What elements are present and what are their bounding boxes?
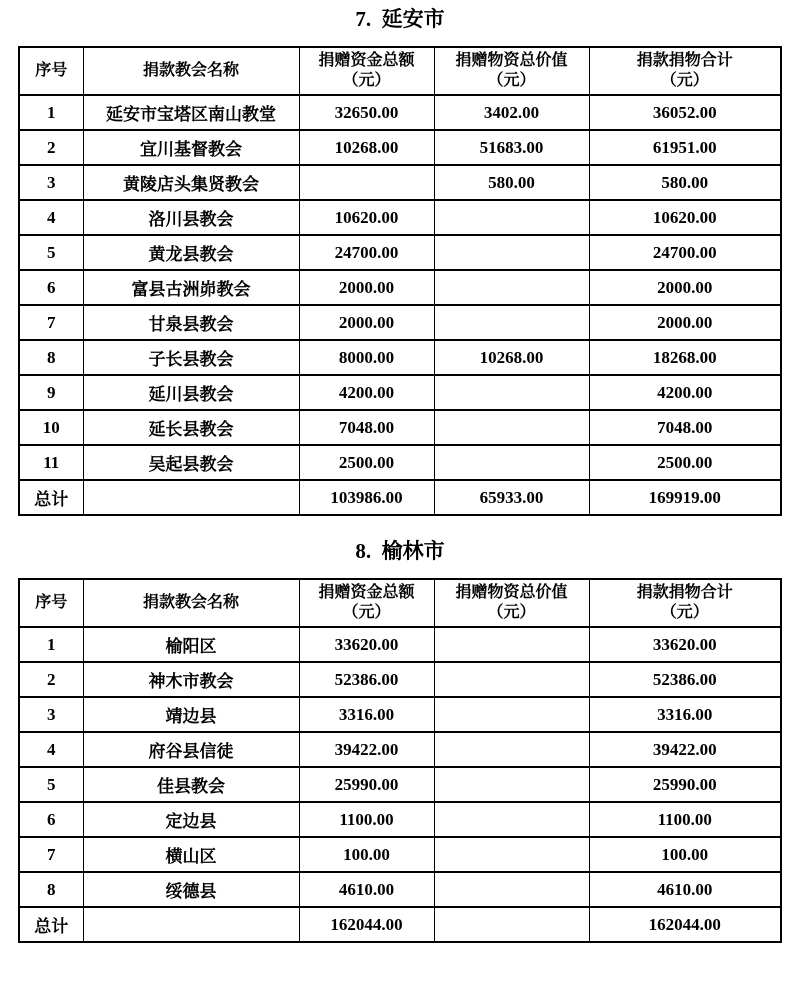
cell-name xyxy=(83,480,299,515)
cell-total: 7048.00 xyxy=(589,410,781,445)
col-header-total-unit: （元） xyxy=(660,604,709,621)
cell-goods xyxy=(434,697,589,732)
cell-no: 3 xyxy=(19,165,83,200)
cell-goods xyxy=(434,802,589,837)
cell-goods xyxy=(434,200,589,235)
cell-no: 8 xyxy=(19,340,83,375)
cell-total: 4200.00 xyxy=(589,375,781,410)
cell-total: 100.00 xyxy=(589,837,781,872)
cell-funds: 2000.00 xyxy=(299,305,434,340)
cell-funds: 1100.00 xyxy=(299,802,434,837)
cell-goods xyxy=(434,767,589,802)
cell-name: 定边县 xyxy=(83,802,299,837)
cell-funds: 39422.00 xyxy=(299,732,434,767)
table-row xyxy=(19,697,781,732)
cell-goods xyxy=(434,375,589,410)
cell-goods: 580.00 xyxy=(434,165,589,200)
cell-funds: 2500.00 xyxy=(299,445,434,480)
cell-total: 580.00 xyxy=(589,165,781,200)
cell-total: 2500.00 xyxy=(589,445,781,480)
cell-name xyxy=(83,907,299,942)
table-row xyxy=(19,627,781,662)
section-yulin xyxy=(0,538,800,943)
section-yanan xyxy=(0,6,800,516)
table-body xyxy=(19,627,781,942)
cell-total: 2000.00 xyxy=(589,305,781,340)
cell-name: 洛川县教会 xyxy=(83,200,299,235)
col-header-funds xyxy=(299,579,434,627)
table-row xyxy=(19,767,781,802)
cell-total: 2000.00 xyxy=(589,270,781,305)
cell-no: 8 xyxy=(19,872,83,907)
cell-funds: 52386.00 xyxy=(299,662,434,697)
cell-name: 佳县教会 xyxy=(83,767,299,802)
cell-name: 靖边县 xyxy=(83,697,299,732)
cell-goods: 3402.00 xyxy=(434,95,589,130)
cell-total: 24700.00 xyxy=(589,235,781,270)
cell-name: 宜川基督教会 xyxy=(83,130,299,165)
col-header-goods xyxy=(434,47,589,95)
col-header-goods-unit: （元） xyxy=(487,604,536,621)
cell-total: 25990.00 xyxy=(589,767,781,802)
cell-total: 39422.00 xyxy=(589,732,781,767)
cell-no: 1 xyxy=(19,627,83,662)
cell-name: 黄龙县教会 xyxy=(83,235,299,270)
cell-goods xyxy=(434,732,589,767)
donation-table xyxy=(18,46,782,516)
section-title: 7. 延安市 xyxy=(355,7,445,31)
cell-total: 18268.00 xyxy=(589,340,781,375)
table-row xyxy=(19,802,781,837)
cell-goods xyxy=(434,837,589,872)
cell-funds: 4200.00 xyxy=(299,375,434,410)
cell-goods: 51683.00 xyxy=(434,130,589,165)
table-row xyxy=(19,235,781,270)
col-header-total-unit: （元） xyxy=(660,72,709,89)
cell-name: 延长县教会 xyxy=(83,410,299,445)
cell-funds: 10620.00 xyxy=(299,200,434,235)
cell-goods xyxy=(434,662,589,697)
col-header-total-label: 捐款捐物合计 xyxy=(636,52,733,69)
cell-no: 10 xyxy=(19,410,83,445)
cell-name: 神木市教会 xyxy=(83,662,299,697)
table-row xyxy=(19,410,781,445)
table-row xyxy=(19,340,781,375)
table-row xyxy=(19,95,781,130)
cell-total: 36052.00 xyxy=(589,95,781,130)
cell-no: 4 xyxy=(19,732,83,767)
cell-funds: 32650.00 xyxy=(299,95,434,130)
col-header-goods-label: 捐赠物资总价值 xyxy=(455,584,568,601)
cell-no: 7 xyxy=(19,305,83,340)
col-header-goods-unit: （元） xyxy=(487,72,536,89)
col-header-funds-label: 捐赠资金总额 xyxy=(318,52,415,69)
cell-name: 延川县教会 xyxy=(83,375,299,410)
col-header-goods-label: 捐赠物资总价值 xyxy=(455,52,568,69)
table-row xyxy=(19,445,781,480)
table-header xyxy=(19,47,781,95)
cell-goods xyxy=(434,445,589,480)
cell-funds xyxy=(299,165,434,200)
cell-total: 33620.00 xyxy=(589,627,781,662)
header-row xyxy=(19,47,781,95)
table-row xyxy=(19,305,781,340)
cell-goods xyxy=(434,872,589,907)
col-header-funds xyxy=(299,47,434,95)
cell-goods xyxy=(434,907,589,942)
col-header-name-label: 捐款教会名称 xyxy=(142,594,239,611)
cell-funds: 24700.00 xyxy=(299,235,434,270)
cell-name: 榆阳区 xyxy=(83,627,299,662)
col-header-no xyxy=(19,579,83,627)
total-label-cell: 总计 xyxy=(19,907,83,942)
cell-no: 2 xyxy=(19,662,83,697)
cell-no: 5 xyxy=(19,767,83,802)
cell-no: 9 xyxy=(19,375,83,410)
table-row xyxy=(19,837,781,872)
cell-total: 169919.00 xyxy=(589,480,781,515)
donation-table xyxy=(18,578,782,943)
cell-funds: 25990.00 xyxy=(299,767,434,802)
header-row xyxy=(19,579,781,627)
table-row xyxy=(19,662,781,697)
col-header-name xyxy=(83,47,299,95)
cell-no: 3 xyxy=(19,697,83,732)
col-header-total-label: 捐款捐物合计 xyxy=(636,584,733,601)
cell-no: 11 xyxy=(19,445,83,480)
cell-funds: 10268.00 xyxy=(299,130,434,165)
cell-name: 富县古洲峁教会 xyxy=(83,270,299,305)
col-header-goods xyxy=(434,579,589,627)
total-row xyxy=(19,907,781,942)
cell-name: 横山区 xyxy=(83,837,299,872)
col-header-funds-unit: （元） xyxy=(342,604,391,621)
table-body xyxy=(19,95,781,515)
table-row xyxy=(19,872,781,907)
cell-goods xyxy=(434,305,589,340)
cell-no: 2 xyxy=(19,130,83,165)
col-header-name-label: 捐款教会名称 xyxy=(142,62,239,79)
cell-no: 6 xyxy=(19,802,83,837)
total-label-cell: 总计 xyxy=(19,480,83,515)
cell-name: 府谷县信徒 xyxy=(83,732,299,767)
cell-no: 5 xyxy=(19,235,83,270)
cell-total: 3316.00 xyxy=(589,697,781,732)
cell-goods: 10268.00 xyxy=(434,340,589,375)
cell-funds: 162044.00 xyxy=(299,907,434,942)
table-row xyxy=(19,732,781,767)
cell-goods xyxy=(434,235,589,270)
col-header-funds-unit: （元） xyxy=(342,72,391,89)
col-header-funds-label: 捐赠资金总额 xyxy=(318,584,415,601)
cell-no: 7 xyxy=(19,837,83,872)
cell-total: 61951.00 xyxy=(589,130,781,165)
col-header-name xyxy=(83,579,299,627)
table-row xyxy=(19,165,781,200)
table-row xyxy=(19,130,781,165)
col-header-no-label: 序号 xyxy=(35,594,68,611)
cell-funds: 33620.00 xyxy=(299,627,434,662)
cell-no: 6 xyxy=(19,270,83,305)
table-row xyxy=(19,200,781,235)
table-row xyxy=(19,375,781,410)
cell-goods: 65933.00 xyxy=(434,480,589,515)
col-header-no xyxy=(19,47,83,95)
cell-name: 子长县教会 xyxy=(83,340,299,375)
col-header-total xyxy=(589,579,781,627)
cell-funds: 8000.00 xyxy=(299,340,434,375)
cell-name: 绥德县 xyxy=(83,872,299,907)
cell-total: 4610.00 xyxy=(589,872,781,907)
cell-goods xyxy=(434,270,589,305)
cell-funds: 103986.00 xyxy=(299,480,434,515)
section-title: 8. 榆林市 xyxy=(355,539,445,563)
cell-total: 1100.00 xyxy=(589,802,781,837)
cell-name: 黄陵店头集贤教会 xyxy=(83,165,299,200)
cell-total: 52386.00 xyxy=(589,662,781,697)
table-header xyxy=(19,579,781,627)
cell-name: 甘泉县教会 xyxy=(83,305,299,340)
col-header-no-label: 序号 xyxy=(35,62,68,79)
cell-funds: 100.00 xyxy=(299,837,434,872)
cell-funds: 3316.00 xyxy=(299,697,434,732)
cell-goods xyxy=(434,627,589,662)
cell-funds: 2000.00 xyxy=(299,270,434,305)
cell-name: 吴起县教会 xyxy=(83,445,299,480)
cell-funds: 7048.00 xyxy=(299,410,434,445)
col-header-total xyxy=(589,47,781,95)
cell-total: 162044.00 xyxy=(589,907,781,942)
table-row xyxy=(19,270,781,305)
total-row xyxy=(19,480,781,515)
cell-funds: 4610.00 xyxy=(299,872,434,907)
cell-name: 延安市宝塔区南山教堂 xyxy=(83,95,299,130)
cell-no: 1 xyxy=(19,95,83,130)
cell-no: 4 xyxy=(19,200,83,235)
cell-goods xyxy=(434,410,589,445)
cell-total: 10620.00 xyxy=(589,200,781,235)
